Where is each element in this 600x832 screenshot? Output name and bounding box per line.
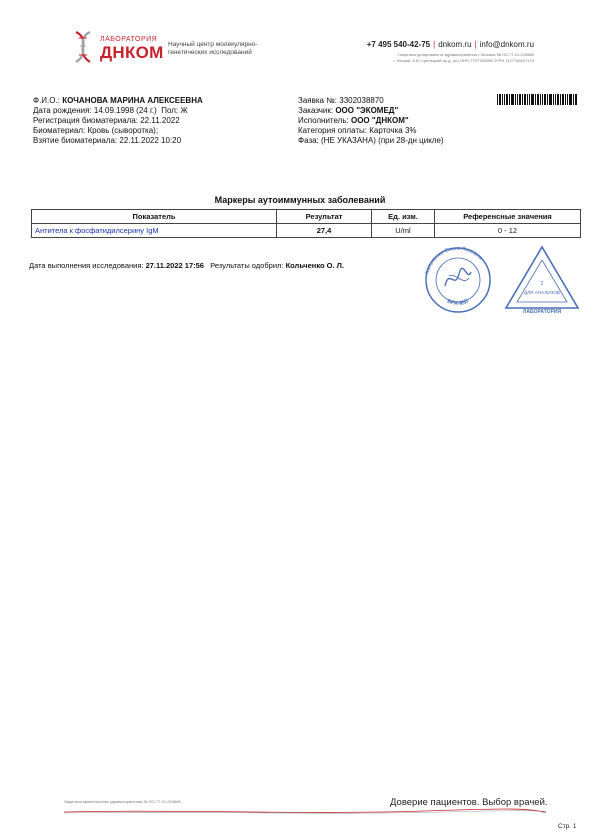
approved-by: Кольченко О. Л. [285,261,344,270]
customer-label: Заказчик: [298,106,334,115]
sex-value: Ж [180,106,188,115]
column-header-unit: Ед. изм. [372,210,435,224]
birth-label: Дата рождения: [33,106,92,115]
executor-line [298,116,409,126]
email-link[interactable]: info@dnkom.ru [479,40,534,49]
round-doctor-stamp [419,246,497,314]
column-header-result: Результат [277,210,372,224]
sex-label: Пол: [161,106,179,115]
payment-line: Категория оплаты: Карточка 3% [298,126,417,135]
phone-number[interactable]: +7 495 540-42-75 [366,40,431,49]
column-header-reference: Референсные значения [435,210,581,224]
svg-text:2: 2 [540,281,544,287]
stamp-triangle-bottom: ЛАБОРАТОРИЯ [522,309,562,314]
completion-label: Дата выполнения исследования: [29,261,144,270]
stamp-triangle-text: ДЛЯ АНАЛИЗОВ [524,290,560,295]
completion-date: 27.11.2022 17:56 [145,261,204,270]
birth-line [33,106,188,116]
report-title: Маркеры аутоиммунных заболеваний [214,195,386,205]
phase-line: Фаза: (НЕ УКАЗАНА) (при 28-дн цикле) [298,136,444,145]
logo-wordmark: ДНКОМ [100,43,164,62]
biomaterial-line: Биоматериал: Кровь (сыворотка); [33,126,159,135]
executor-label: Исполнитель: [298,116,349,125]
page-number: Стр. 1 [558,823,577,830]
header-address: г. Москва, 4-й Стрелецкий пр-д, 4с1 ИНН 7707768598 ОГРН 1127746047175 [393,58,534,63]
approval-line [29,261,344,270]
executor-value: ООО "ДНКОМ" [350,116,409,125]
svg-text:ВРАЧЕЙ [446,297,469,307]
table-row [32,224,581,238]
result-value: 27,4 [277,224,372,238]
birth-date: 14.09.1998 (24 г.) [93,106,157,115]
indicator-name: Антитела к фосфатидилсерину IgM [32,224,277,238]
svg-text:Кольченко Ольга Львовна [425,246,484,275]
customer-line [298,106,398,116]
customer-value: ООО "ЭКОМЕД" [335,106,399,115]
triangle-lab-stamp [503,244,581,314]
stamp-round-text: Кольченко Ольга Львовна [424,246,484,275]
footer-license: Лицензия министерства здравоохранения № ЛО-77-01-019880 [64,799,181,804]
dnkom-logo [70,30,162,64]
logo-caption: ЛАБОРАТОРИЯ [100,36,158,43]
reference-range: 0 - 12 [435,224,581,238]
results-table [31,209,581,238]
request-label: Заявка №: [298,96,338,105]
footer-slogan: Доверие пациентов. Выбор врачей. [390,797,548,808]
collection-line: Взятие биоматериала: 22.11.2022 10:20 [33,136,182,145]
unit-value: U/ml [372,224,435,238]
request-number: 3302038870 [339,96,384,105]
patient-name: КОЧАНОВА МАРИНА АЛЕКСЕЕВНА [62,96,203,105]
header-license: Лицензия департамента здравоохранения г. Москвы № ЛО-77-01-019880 [398,52,534,57]
footer-wave-line [64,807,546,815]
request-line [298,96,384,106]
patient-name-line [33,96,203,106]
fio-label: Ф.И.О.: [33,96,60,105]
registration-line: Регистрация биоматериала: 22.11.2022 [33,116,180,125]
stamp-round-bottom: ВРАЧЕЙ [446,298,470,307]
table-header-row [32,210,581,224]
website-link[interactable]: dnkom.ru [438,40,472,49]
dna-helix-icon [70,30,100,64]
header-contacts: +7 495 540-42-75 | dnkom.ru | info@dnkom.ru [366,40,534,49]
barcode [497,94,577,105]
logo-subtitle: Научный центр молекулярно-генетических исследований [168,41,258,56]
approved-label: Результаты одобрил: [210,261,284,270]
signature-mark [445,268,471,286]
column-header-indicator: Показатель [32,210,277,224]
